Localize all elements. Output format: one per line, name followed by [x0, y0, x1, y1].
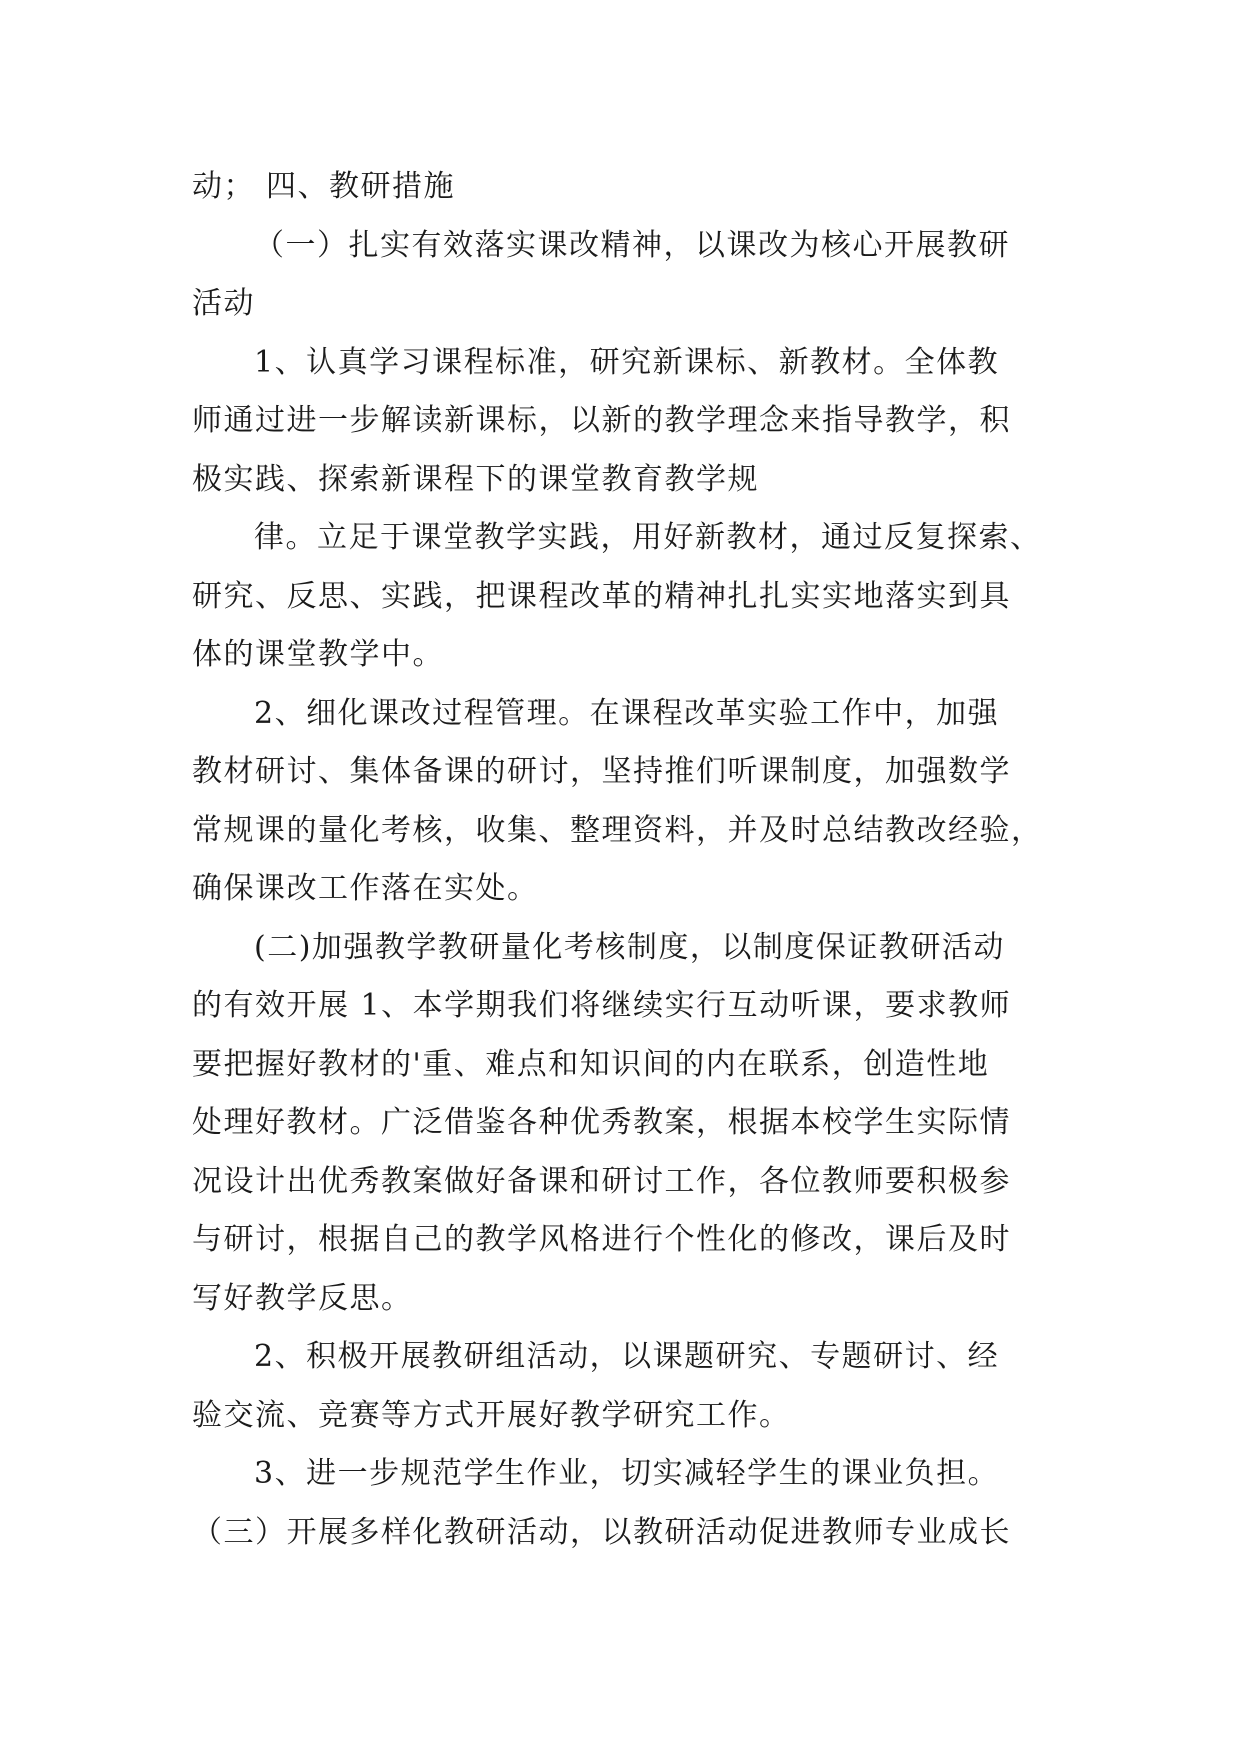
text-line: 常规课的量化考核，收集、整理资料，并及时总结教改经验， [192, 812, 1043, 848]
text-line: 体的课堂教学中。 [192, 637, 444, 672]
paragraph-start: 3、进一步规范学生作业，切实减轻学生的课业负担。 [254, 1456, 1000, 1491]
section-heading: （三）开展多样化教研活动，以教研活动促进教师专业成长 [192, 1514, 1011, 1550]
document-body [192, 158, 1052, 1562]
text-line: 师通过进一步解读新课标，以新的教学理念来指导教学，积 [192, 403, 1011, 438]
text-line: 与研讨，根据自己的教学风格进行个性化的修改，课后及时 [192, 1222, 1011, 1257]
paragraph-start: 1、认真学习课程标准，研究新课标、新教材。全体教 [254, 344, 1000, 380]
text-line: 要把握好教材的'重、难点和知识间的内在联系，创造性地 [192, 1046, 990, 1082]
text-line: 的有效开展 1、本学期我们将继续实行互动听课，要求教师 [192, 988, 1012, 1023]
text-line: 动； 四、教研措施 [192, 169, 456, 204]
text-line: 确保课改工作落在实处。 [192, 871, 539, 906]
text-line: 教材研讨、集体备课的研讨，坚持推们听课制度，加强数学 [192, 754, 1011, 789]
text-line: 写好教学反思。 [192, 1280, 413, 1316]
text-line: 处理好教材。广泛借鉴各种优秀教案，根据本校学生实际情 [192, 1105, 1011, 1140]
text-line: 活动 [192, 286, 255, 321]
paragraph-start: 2、细化课改过程管理。在课程改革实验工作中，加强 [254, 695, 1000, 731]
section-heading: （一）扎实有效落实课改精神，以课改为核心开展教研 [254, 227, 1010, 263]
text-line: 况设计出优秀教案做好备课和研讨工作，各位教师要积极参 [192, 1163, 1011, 1199]
text-line: 验交流、竞赛等方式开展好教学研究工作。 [192, 1397, 791, 1433]
paragraph-start: 2、积极开展教研组活动，以课题研究、专题研讨、经 [254, 1339, 1000, 1374]
text-line: 研究、反思、实践，把课程改革的精神扎扎实实地落实到具 [192, 578, 1011, 614]
paragraph-start: 律。立足于课堂教学实践，用好新教材，通过反复探索、 [254, 520, 1042, 555]
section-heading: (二)加强教学教研量化考核制度，以制度保证教研活动 [254, 929, 1005, 965]
text-line: 极实践、探索新课程下的课堂教育教学规 [192, 461, 759, 497]
